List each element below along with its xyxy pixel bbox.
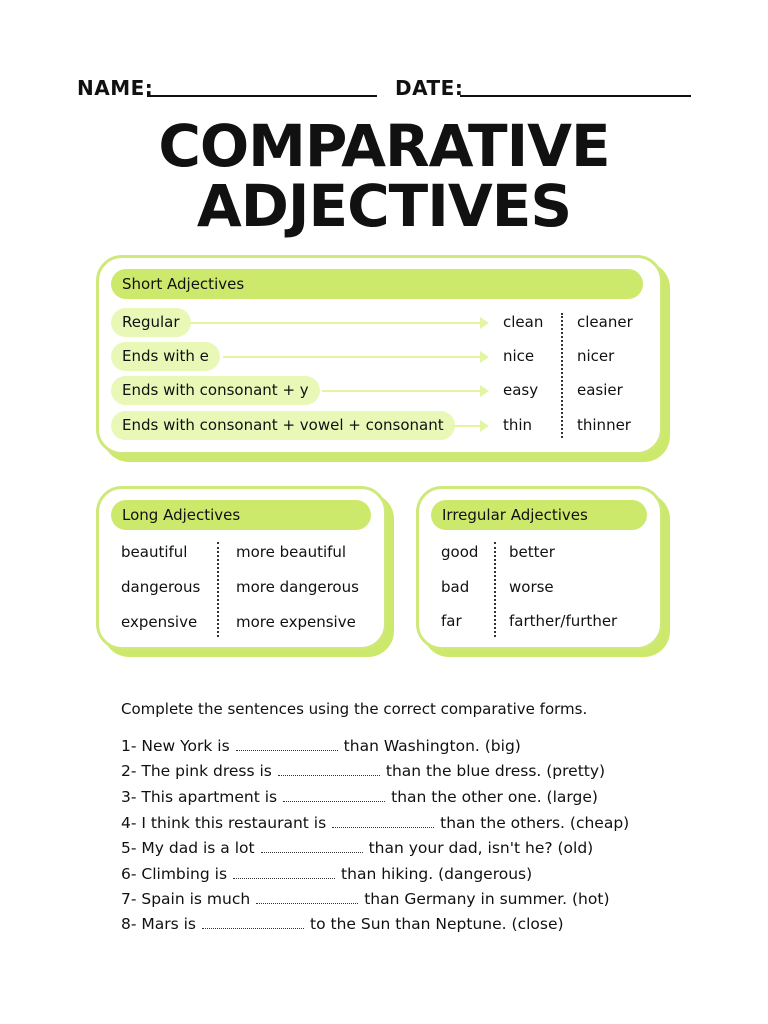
page-title-line1: COMPARATIVE xyxy=(158,112,610,180)
exercise-sentence xyxy=(121,915,564,933)
name-label: NAME: xyxy=(77,76,154,100)
base-word: far xyxy=(441,612,462,630)
exercise-sentence xyxy=(121,762,605,780)
arrow-icon xyxy=(190,322,487,324)
name-line[interactable] xyxy=(147,95,377,97)
answer-blank[interactable] xyxy=(261,840,363,853)
arrow-icon xyxy=(452,425,487,427)
answer-blank[interactable] xyxy=(256,891,358,904)
sentence-end: than the blue dress. (pretty) xyxy=(385,762,606,780)
base-word: clean xyxy=(503,313,544,331)
base-word: easy xyxy=(503,381,539,399)
irregular-adjectives-heading: Irregular Adjectives xyxy=(431,500,647,530)
base-word: nice xyxy=(503,347,535,365)
comparative-word: more expensive xyxy=(236,613,356,631)
sentence-start: 4- I think this restaurant is xyxy=(121,814,327,832)
exercise-sentence xyxy=(121,788,598,806)
page-title-line2: ADJECTIVES xyxy=(196,172,572,240)
sentence-end: than Washington. (big) xyxy=(343,737,521,755)
comparative-word: easier xyxy=(577,381,623,399)
exercise-sentence xyxy=(121,814,629,832)
comparative-word: farther/further xyxy=(509,612,618,630)
long-adjectives-heading: Long Adjectives xyxy=(111,500,371,530)
base-word: bad xyxy=(441,578,470,596)
column-divider xyxy=(561,313,563,438)
exercise-sentence xyxy=(121,737,521,755)
answer-blank[interactable] xyxy=(202,916,304,929)
rule-pill: Regular xyxy=(111,308,191,337)
exercise-sentence xyxy=(121,865,532,883)
comparative-word: worse xyxy=(509,578,554,596)
date-label: DATE: xyxy=(395,76,464,100)
column-divider xyxy=(494,542,496,637)
sentence-start: 7- Spain is much xyxy=(121,890,251,908)
sentence-end: than the other one. (large) xyxy=(391,788,598,806)
exercise-sentence xyxy=(121,890,610,908)
arrow-icon xyxy=(322,390,487,392)
answer-blank[interactable] xyxy=(233,866,335,879)
base-word: expensive xyxy=(121,613,198,631)
rule-pill: Ends with e xyxy=(111,342,220,371)
exercise-instruction: Complete the sentences using the correct comparative forms. xyxy=(121,700,588,718)
rule-pill: Ends with consonant + vowel + consonant xyxy=(111,411,455,440)
comparative-word: nicer xyxy=(577,347,615,365)
comparative-word: more dangerous xyxy=(236,578,359,596)
exercise-sentence xyxy=(121,839,593,857)
answer-blank[interactable] xyxy=(332,815,434,828)
sentence-start: 6- Climbing is xyxy=(121,865,228,883)
base-word: good xyxy=(441,543,479,561)
sentence-start: 5- My dad is a lot xyxy=(121,839,255,857)
sentence-start: 8- Mars is xyxy=(121,915,197,933)
sentence-start: 2- The pink dress is xyxy=(121,762,272,780)
rule-pill: Ends with consonant + y xyxy=(111,376,320,405)
comparative-word: more beautiful xyxy=(236,543,347,561)
comparative-word: better xyxy=(509,543,555,561)
sentence-end: to the Sun than Neptune. (close) xyxy=(310,915,564,933)
sentence-end: than the others. (cheap) xyxy=(440,814,630,832)
comparative-word: thinner xyxy=(577,416,631,434)
comparative-word: cleaner xyxy=(577,313,633,331)
base-word: dangerous xyxy=(121,578,201,596)
base-word: thin xyxy=(503,416,533,434)
answer-blank[interactable] xyxy=(236,738,338,751)
short-adjectives-heading: Short Adjectives xyxy=(111,269,643,299)
sentence-end: than hiking. (dangerous) xyxy=(341,865,533,883)
column-divider xyxy=(217,542,219,637)
sentence-start: 3- This apartment is xyxy=(121,788,278,806)
arrow-icon xyxy=(223,356,487,358)
answer-blank[interactable] xyxy=(278,763,380,776)
sentence-end: than Germany in summer. (hot) xyxy=(364,890,610,908)
sentence-end: than your dad, isn't he? (old) xyxy=(368,839,594,857)
base-word: beautiful xyxy=(121,543,188,561)
sentence-start: 1- New York is xyxy=(121,737,230,755)
worksheet-header xyxy=(77,76,691,102)
date-line[interactable] xyxy=(460,95,691,97)
answer-blank[interactable] xyxy=(283,789,385,802)
